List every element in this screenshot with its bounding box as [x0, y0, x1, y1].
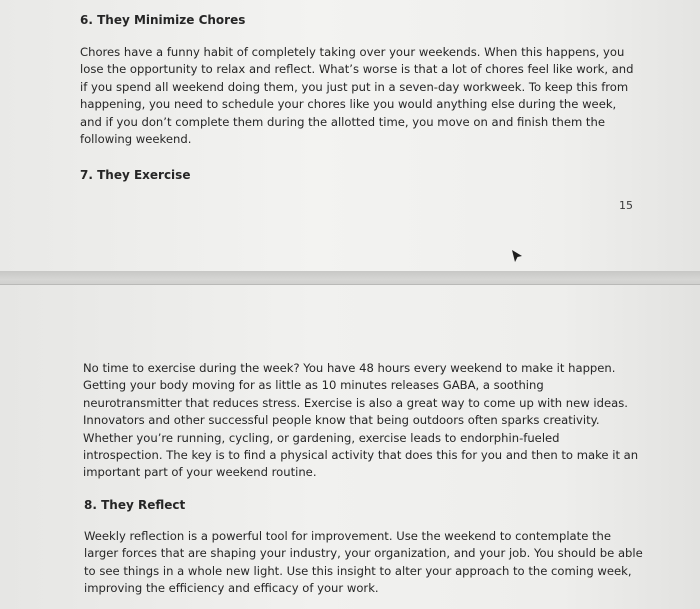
text-line: and if you don’t complete them during the allotted time, you move on and finish them the — [80, 114, 605, 129]
document-page-top — [0, 0, 700, 271]
text-line: Innovators and other successful people know that being outdoors often sparks creativity. — [83, 413, 600, 428]
text-line: No time to exercise during the week? You have 48 hours every weekend to make it happen. — [83, 361, 616, 375]
heading-minimize-chores: 6. They Minimize Chores — [80, 13, 246, 27]
document-page-bottom — [0, 285, 700, 609]
text-line: following weekend. — [80, 132, 192, 147]
page-break — [0, 271, 700, 285]
text-line: lose the opportunity to relax and reflect. What’s worse is that a lot of chores feel like work, and — [80, 62, 634, 77]
text-line: Getting your body moving for as little as 10 minutes releases GABA, a soothing — [83, 378, 544, 393]
text-line: Whether you’re running, cycling, or gardening, exercise leads to endorphin-fueled — [83, 430, 560, 445]
heading-they-exercise: 7. They Exercise — [80, 168, 191, 182]
paragraph-chores — [80, 44, 634, 148]
mouse-pointer-icon — [510, 249, 524, 263]
text-line: to see things in a whole new light. Use this insight to alter your approach to the coming week, — [84, 563, 632, 578]
text-line: improving the efficiency and efficacy of your work. — [84, 581, 379, 596]
text-line: if you spend all weekend doing them, you just put in a seven-day workweek. To keep this from — [80, 79, 629, 94]
page-number: 15 — [619, 199, 633, 212]
paragraph-reflect — [84, 528, 643, 598]
text-line: introspection. The key is to find a physical activity that does this for you and then to make it an — [83, 448, 639, 463]
text-line: neurotransmitter that reduces stress. Exercise is also a great way to come up with new ideas. — [83, 395, 628, 410]
paragraph-exercise — [83, 360, 638, 482]
heading-they-reflect: 8. They Reflect — [84, 498, 186, 512]
text-line: Chores have a funny habit of completely taking over your weekends. When this happens, you — [80, 45, 625, 59]
text-line: important part of your weekend routine. — [83, 465, 317, 480]
text-line: larger forces that are shaping your industry, your organization, and your job. You should be able — [84, 546, 643, 561]
text-line: Weekly reflection is a powerful tool for improvement. Use the weekend to contemplate the — [84, 529, 612, 543]
text-line: happening, you need to schedule your chores like you would anything else during the week, — [80, 97, 617, 112]
